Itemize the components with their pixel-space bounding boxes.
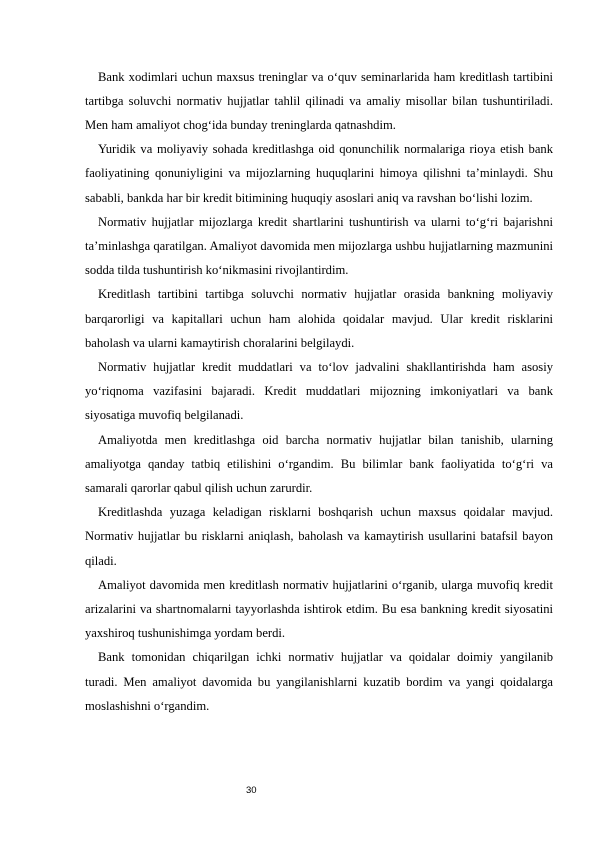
- paragraph-5: Normativ hujjatlar kredit muddatlari va to‘lov jadvalini shakllantirishda ham asosiy yo‘riqnoma vazifasini bajaradi. Kredit muddatlari mijozning imkoniyatlari va bank siyosatiga muvofiq belgilanadi.: [85, 359, 553, 423]
- paragraph-7: Kreditlashda yuzaga keladigan risklarni boshqarish uchun maxsus qoidalar mavjud. Normativ hujjatlar bu risklarni aniqlash, baholash va kamaytirish usullarini batafsil bayon qiladi.: [85, 505, 553, 568]
- paragraph-8: Amaliyot davomida men kreditlash normativ hujjatlarini o‘rganib, ularga muvofiq kredit arizalarini va shartnomalarni tayyorlashda ishtirok etdim. Bu esa bankning kredit siyosatini yaxshiroq tushunishimga yordam berdi.: [85, 577, 553, 641]
- page-number: 30: [246, 785, 257, 796]
- paragraph-4: Kreditlash tartibini tartibga soluvchi normativ hujjatlar orasida bankning moliyaviy barqarorligi va kapitallari uchun ham alohida qoidalar mavjud. Ular kredit risklarini baholash va ularni kamaytirish choralarini belgilaydi.: [85, 287, 553, 350]
- paragraph-2: Yuridik va moliyaviy sohada kreditlashga oid qonunchilik normalariga rioya etish bank faoliyatining qonuniyligini va mijozlarning huquqlarini himoya qilishni ta’minlaydi. Shu sababli, bankda har bir kredit bitimining huquqiy asoslari aniq va ravshan bo‘lishi lozim.: [85, 142, 553, 205]
- paragraph-6: Amaliyotda men kreditlashga oid barcha normativ hujjatlar bilan tanishib, ularning amaliyotga qanday tatbiq etilishini o‘rgandim. Bu bilimlar bank faoliyatida to‘g‘ri va samarali qarorlar qabul qilish uchun zarurdir.: [85, 432, 553, 495]
- paragraph-1: Bank xodimlari uchun maxsus treninglar va o‘quv seminarlarida ham kreditlash tartibini tartibga soluvchi normativ hujjatlar tahlil qilinadi va amaliy misollar bilan tushuntiriladi. Men ham amaliyot chog‘ida bunday treninglarda qatnashdim.: [85, 69, 553, 132]
- paragraph-3: Normativ hujjatlar mijozlarga kredit shartlarini tushuntirish va ularni to‘g‘ri bajarishni ta’minlashga qaratilgan. Amaliyot davomida men mijozlarga ushbu hujjatlarning mazmunini sodda tilda tushuntirish ko‘nikmasini rivojlantirdim.: [85, 214, 553, 278]
- body-text: [85, 65, 553, 718]
- paragraph-9: Bank tomonidan chiqarilgan ichki normativ hujjatlar va qoidalar doimiy yangilanib turadi. Men amaliyot davomida bu yangilanishlarni kuzatib bordim va yangi qoidalarga moslashishni o‘rgandim.: [85, 650, 553, 713]
